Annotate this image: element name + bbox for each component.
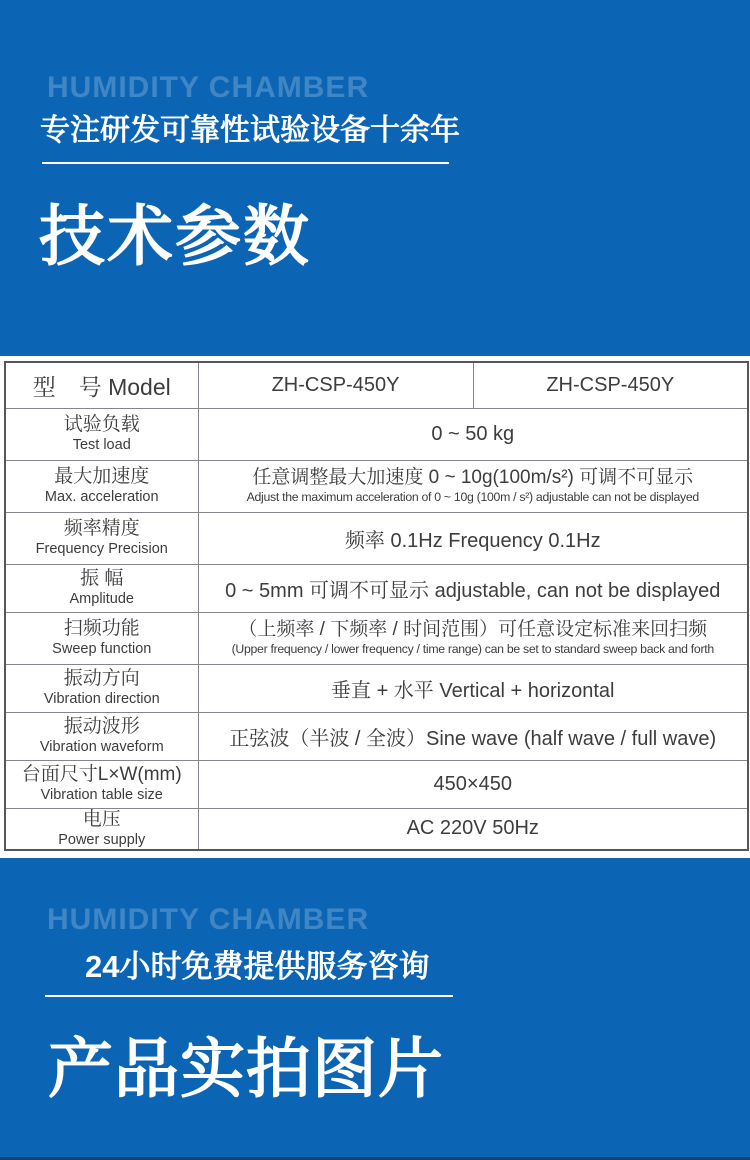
row-label	[5, 612, 198, 664]
row-label	[5, 808, 198, 850]
table-row-table-size	[5, 760, 748, 808]
row-value: 0 ~ 5mm 可调不可显示 adjustable, can not be displayed	[198, 564, 748, 612]
row-value: AC 220V 50Hz	[198, 808, 748, 850]
row-value: 0 ~ 50 kg	[198, 408, 748, 460]
model-row-label: 型 号 Model	[5, 362, 198, 408]
row-label-en: Frequency Precision	[35, 541, 168, 558]
row-label	[5, 408, 198, 460]
header-tagline: 专注研发可靠性试验设备十余年	[40, 114, 460, 147]
model-value-2: ZH-CSP-450Y	[473, 362, 748, 408]
row-label-cn: 电压	[82, 809, 121, 831]
spec-table	[4, 361, 749, 851]
row-value: 垂直 + 水平 Vertical + horizontal	[198, 664, 748, 712]
row-value	[198, 460, 748, 512]
model-value-1: ZH-CSP-450Y	[198, 362, 473, 408]
row-label-cn: 扫频功能	[63, 618, 140, 640]
row-value-en: (Upper frequency / lower frequency / time range) can be set to standard sweep back and forth	[231, 642, 714, 657]
row-label-cn: 台面尺寸L×W(mm)	[21, 764, 182, 786]
row-label-en: Vibration table size	[40, 787, 163, 804]
row-value-en: Adjust the maximum acceleration of 0 ~ 10g (100m / s²) adjustable can not be displayed	[246, 490, 699, 505]
row-label-cn: 振 幅	[80, 568, 124, 590]
row-label-cn: 频率精度	[63, 518, 140, 540]
row-label-cn: 最大加速度	[54, 466, 150, 488]
divider-line-bottom	[45, 995, 453, 997]
section-title-product-photos: 产品实拍图片	[48, 1032, 445, 1105]
row-value: 频率 0.1Hz Frequency 0.1Hz	[198, 512, 748, 564]
row-label-cn: 振动波形	[63, 716, 140, 738]
table-row-model	[5, 362, 748, 408]
row-value-cn: 任意调整最大加速度 0 ~ 10g(100m/s²) 可调不可显示	[252, 467, 694, 489]
row-label	[5, 712, 198, 760]
row-value: 450×450	[198, 760, 748, 808]
row-label	[5, 564, 198, 612]
table-row-test-load	[5, 408, 748, 460]
watermark-text-bottom: HUMIDITY CHAMBER	[47, 903, 370, 936]
table-row-frequency-precision	[5, 512, 748, 564]
divider-line-top	[42, 162, 449, 164]
row-value: 正弦波（半波 / 全波）Sine wave (half wave / full wave)	[198, 712, 748, 760]
row-value	[198, 612, 748, 664]
row-label-en: Power supply	[58, 831, 146, 848]
table-row-vibration-waveform	[5, 712, 748, 760]
row-label	[5, 664, 198, 712]
row-label-en: Max. acceleration	[44, 489, 159, 506]
row-label-en: Vibration direction	[43, 691, 160, 708]
section-title-tech-params: 技术参数	[39, 199, 311, 273]
table-row-sweep-function	[5, 612, 748, 664]
row-label	[5, 760, 198, 808]
footer-tagline: 24小时免费提供服务咨询	[85, 949, 430, 984]
row-label-cn: 试验负载	[63, 414, 140, 436]
row-label	[5, 460, 198, 512]
watermark-text-top: HUMIDITY CHAMBER	[47, 71, 370, 104]
row-label-en: Test load	[72, 437, 131, 454]
row-label	[5, 512, 198, 564]
table-row-vibration-direction	[5, 664, 748, 712]
row-label-en: Vibration waveform	[39, 739, 164, 756]
row-label-cn: 振动方向	[63, 668, 140, 690]
spec-table-section	[0, 356, 750, 858]
table-row-amplitude	[5, 564, 748, 612]
row-label-en: Sweep function	[52, 641, 152, 658]
row-label-en: Amplitude	[69, 591, 134, 608]
table-row-max-acceleration	[5, 460, 748, 512]
row-value-cn: （上频率 / 下频率 / 时间范围）可任意设定标准来回扫频	[238, 619, 708, 641]
table-row-power-supply	[5, 808, 748, 850]
